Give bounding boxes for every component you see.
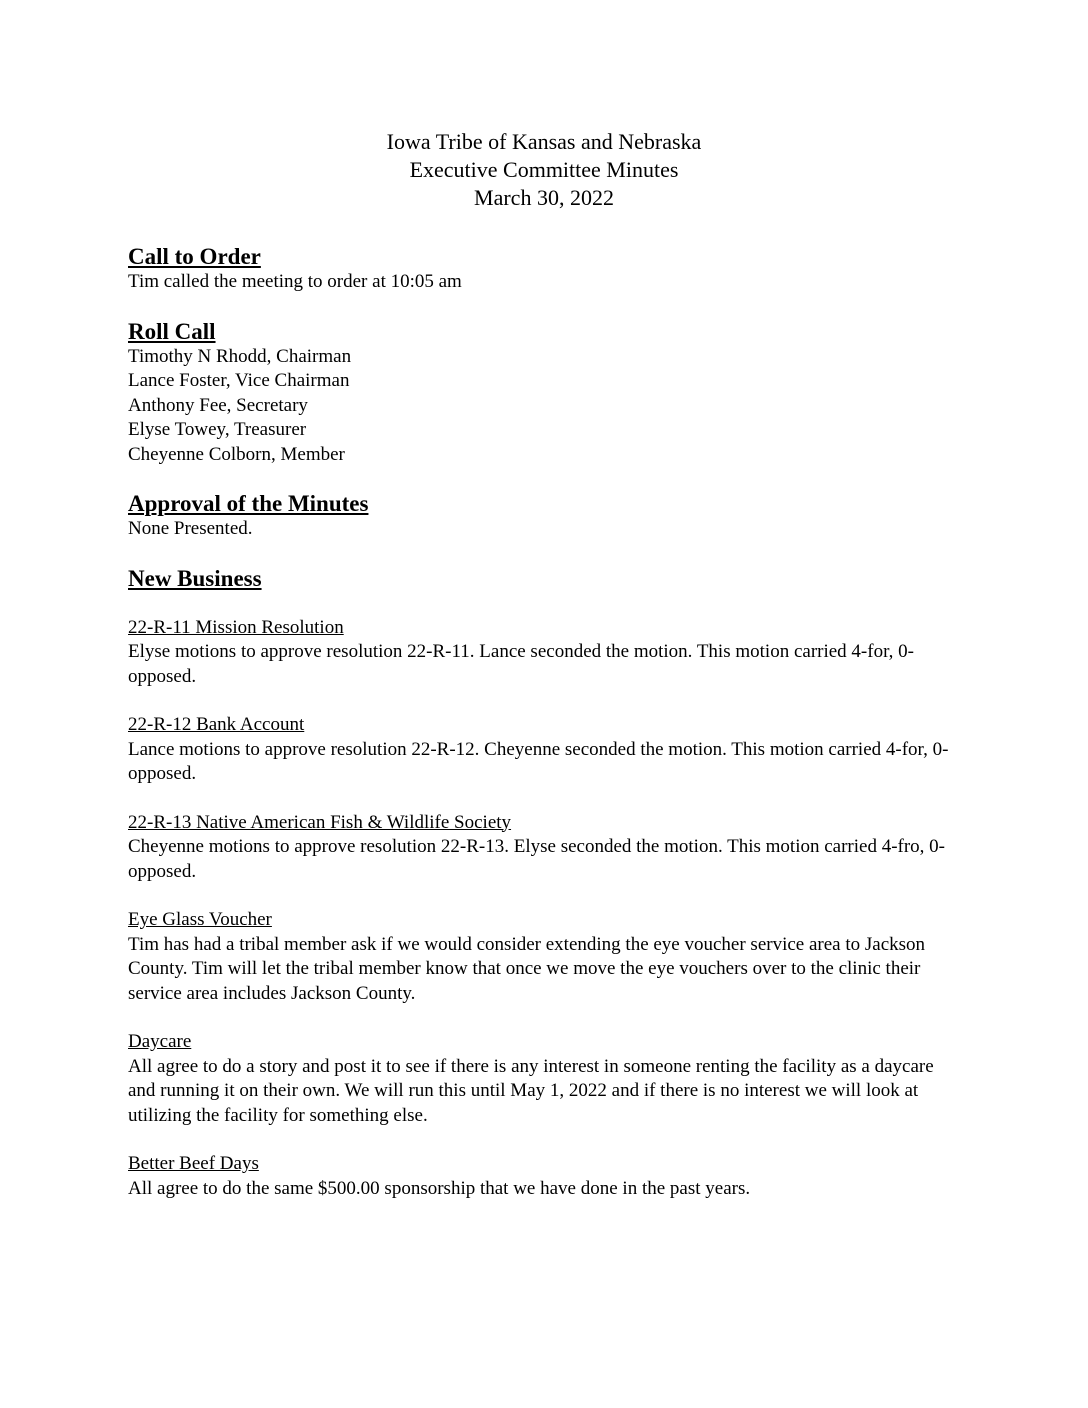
roll-call-member: Lance Foster, Vice Chairman bbox=[128, 370, 350, 391]
business-item-title: Better Beef Days bbox=[128, 1153, 259, 1174]
business-item bbox=[128, 713, 960, 787]
business-item-body: Cheyenne motions to approve resolution 22-R-13. Elyse seconded the motion. This motion carried 4-fro, 0-opposed. bbox=[128, 836, 946, 882]
business-item-title: 22-R-13 Native American Fish & Wildlife Society bbox=[128, 811, 512, 833]
business-item-body: All agree to do the same $500.00 sponsorship that we have done in the past years. bbox=[128, 1177, 751, 1199]
approval-section bbox=[128, 491, 960, 542]
roll-call-member: Anthony Fee, Secretary bbox=[128, 394, 308, 416]
approval-heading: Approval of the Minutes bbox=[128, 491, 369, 516]
business-item bbox=[128, 1152, 960, 1201]
business-item-title: 22-R-12 Bank Account bbox=[128, 714, 305, 735]
roll-call-member: Elyse Towey, Treasurer bbox=[128, 419, 307, 440]
new-business-section bbox=[128, 566, 960, 1202]
roll-call-member: Cheyenne Colborn, Member bbox=[128, 443, 345, 465]
business-item-title: 22-R-11 Mission Resolution bbox=[128, 616, 344, 638]
business-item-title: Daycare bbox=[128, 1031, 192, 1052]
business-item bbox=[128, 811, 960, 885]
call-to-order-section bbox=[128, 244, 960, 295]
approval-text: None Presented. bbox=[128, 518, 253, 539]
document-header bbox=[128, 128, 960, 212]
business-item-body: Elyse motions to approve resolution 22-R-11. Lance seconded the motion. This motion carried 4-for, 0-opposed. bbox=[128, 641, 914, 687]
business-item bbox=[128, 616, 960, 690]
business-item bbox=[128, 1030, 960, 1128]
meeting-date: March 30, 2022 bbox=[474, 185, 614, 210]
business-item-body: Tim has had a tribal member ask if we would consider extending the eye voucher service area to Jackson County. Tim will let the tribal member know that once we move the eye vouchers over to the clinic their service area includes Jackson County. bbox=[128, 933, 926, 1004]
document-title: Executive Committee Minutes bbox=[409, 157, 679, 182]
business-item-title: Eye Glass Voucher bbox=[128, 909, 272, 930]
organization-name: Iowa Tribe of Kansas and Nebraska bbox=[386, 129, 702, 154]
new-business-heading: New Business bbox=[128, 565, 262, 591]
business-item-body: Lance motions to approve resolution 22-R-12. Cheyenne seconded the motion. This motion carried 4-for, 0-opposed. bbox=[128, 738, 949, 784]
call-to-order-heading: Call to Order bbox=[128, 244, 261, 269]
call-to-order-text: Tim called the meeting to order at 10:05 am bbox=[128, 271, 462, 292]
roll-call-heading: Roll Call bbox=[128, 318, 216, 344]
roll-call-member: Timothy N Rhodd, Chairman bbox=[128, 345, 352, 367]
business-item bbox=[128, 908, 960, 1006]
business-item-body: All agree to do a story and post it to see if there is any interest in someone renting the facility as a daycare and running it on their own. We will run this until May 1, 2022 and if there is no interest we will look at utilizing the facility for something else. bbox=[128, 1055, 934, 1126]
roll-call-section bbox=[128, 319, 960, 468]
